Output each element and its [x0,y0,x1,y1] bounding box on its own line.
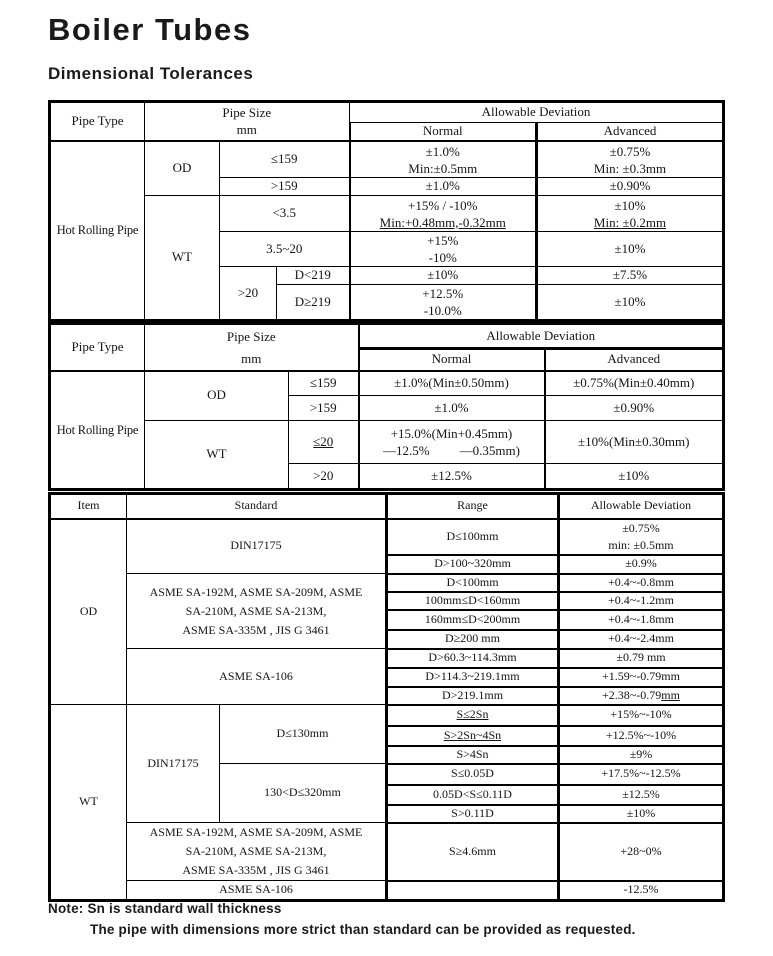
pipe-type-cell: Hot Rolling Pipe [50,371,145,490]
advanced-line2: Min: ±0.2mm [593,214,667,230]
normal-line2: -10.0% [423,303,462,319]
advanced-cell: ±10% [537,285,724,321]
wt-cell: WT [145,421,289,490]
normal-header: Normal [350,123,537,141]
pipe-size-header-line2: mm [236,122,257,138]
pipe-size-header [145,102,350,141]
range-cell: S≤2Sn [387,705,559,726]
pipe-type-header: Pipe Type [50,324,145,371]
range-cell: S>4Sn [387,746,559,764]
deviation-cell: ±0.9% [559,555,724,574]
range-cell [387,881,559,901]
deviation-cell: +0.4~-2.4mm [559,630,724,649]
advanced-cell: ±0.75%(Min±0.40mm) [545,371,724,396]
advanced-cell: ±10%(Min±0.30mm) [545,421,724,464]
normal-line2: Min:±0.5mm [408,160,478,176]
normal-line1: +15.0%(Min+0.45mm) [390,426,513,441]
deviation-cell: +12.5%~-10% [559,726,724,746]
advanced-cell [537,141,724,178]
table-row [50,141,724,178]
standard-cell [127,574,387,649]
pipe-type-cell: Hot Rolling Pipe [50,141,145,321]
sub-size-cell: D<219 [277,267,350,285]
minus-tolerance-percent: —12.5% [383,443,430,458]
normal-cell [350,285,537,321]
advanced-line2: Min: ±0.3mm [593,160,667,176]
normal-cell: ±10% [350,267,537,285]
page-title: Boiler Tubes [48,12,252,47]
table-row [50,421,724,464]
table-row [50,196,724,232]
standard-line3: ASME SA-335M , JIS G 3461 [182,622,330,637]
normal-header: Normal [359,349,545,371]
pipe-size-header [145,324,359,371]
deviation-cell: ±12.5% [559,785,724,805]
standard-header: Standard [127,494,387,519]
deviation-cell: +1.59~-0.79mm [559,668,724,687]
tolerance-table-hot-rolling-2 [48,322,725,491]
advanced-line1: ±0.75% [609,143,651,159]
normal-line2: Min:+0.48mm,-0.32mm [379,214,506,230]
standard-line2: SA-210M, ASME SA-213M, [185,844,327,858]
range-cell: D≤100mm [387,519,559,555]
deviation-header: Allowable Deviation [559,494,724,519]
standard-cell: DIN17175 [127,519,387,574]
advanced-cell: ±7.5% [537,267,724,285]
item-cell: WT [50,705,127,901]
deviation-cell: +0.4~-0.8mm [559,574,724,592]
deviation-cell: +0.4~-1.8mm [559,610,724,630]
range-cell: D<100mm [387,574,559,592]
deviation-cell: +15%~-10% [559,705,724,726]
normal-line2: -10% [428,250,457,266]
range-cell: D>100~320mm [387,555,559,574]
table-row [50,649,724,668]
range-cell: D>60.3~114.3mm [387,649,559,668]
advanced-cell: ±0.90% [545,396,724,421]
page-subtitle: Dimensional Tolerances [48,64,254,83]
od-cell: OD [145,141,220,196]
advanced-cell: ±10% [545,464,724,490]
size-cell: >159 [289,396,359,421]
table-row [50,823,724,881]
size-cell: >159 [220,178,350,196]
range-cell: D>114.3~219.1mm [387,668,559,687]
pipe-size-header-line2: mm [241,351,262,367]
allowable-deviation-header: Allowable Deviation [359,324,724,349]
range-cell: S≤0.05D [387,764,559,785]
table-row [50,494,724,519]
table-row [50,881,724,901]
size-cell: 3.5~20 [220,232,350,267]
size-cell: ≤159 [220,141,350,178]
deviation-cell: -12.5% [559,881,724,901]
size-cell: ≤20 [289,421,359,464]
normal-cell [359,421,545,464]
table-row [50,324,724,349]
normal-cell: ±1.0% [350,178,537,196]
size-cell: >20 [220,267,277,321]
table-row [50,519,724,555]
advanced-cell [537,196,724,232]
advanced-header: Advanced [545,349,724,371]
deviation-cell: +0.4~-1.2mm [559,592,724,610]
standard-cell: ASME SA-106 [127,649,387,705]
range-header: Range [387,494,559,519]
deviation-cell [559,519,724,555]
normal-cell: ±1.0%(Min±0.50mm) [359,371,545,396]
table-row [50,371,724,396]
standard-cell [127,823,387,881]
normal-cell [350,232,537,267]
table-row [50,102,724,123]
deviation-cell: ±9% [559,746,724,764]
od-cell: OD [145,371,289,421]
standard-line1: ASME SA-192M, ASME SA-209M, ASME [149,584,363,599]
note-line2: The pipe with dimensions more strict than standard can be provided as requested. [90,922,636,937]
deviation-cell: ±0.79 mm [559,649,724,668]
normal-cell: ±12.5% [359,464,545,490]
size-cell: >20 [289,464,359,490]
range-cell: S≥4.6mm [387,823,559,881]
standard-line1: ASME SA-192M, ASME SA-209M, ASME [149,825,363,839]
deviation-value: +2.38~-0.79 [602,687,662,702]
range-cell: S>0.11D [387,805,559,823]
range-cell: D≥200 mm [387,630,559,649]
pipe-size-header-line1: Pipe Size [226,329,276,345]
standard-cell: DIN17175 [127,705,220,823]
deviation-line1: ±0.75% [622,520,660,535]
normal-line1: ±1.0% [425,143,460,159]
table-row [50,705,724,726]
deviation-cell: +17.5%~-12.5% [559,764,724,785]
normal-line1: +15% [427,233,459,249]
standard-cell: ASME SA-106 [127,881,387,901]
range-cell: S>2Sn~4Sn [387,726,559,746]
tolerance-table-hot-rolling-1 [48,100,725,322]
size-cell: <3.5 [220,196,350,232]
deviation-cell [559,687,724,705]
normal-line1: +12.5% [422,286,464,302]
advanced-line1: ±10% [614,197,646,213]
advanced-cell: ±10% [537,232,724,267]
sub-size-cell: D≥219 [277,285,350,321]
item-cell: OD [50,519,127,705]
normal-cell: ±1.0% [359,396,545,421]
deviation-cell: +28~0% [559,823,724,881]
footnotes [48,901,636,937]
range-cell: D>219.1mm [387,687,559,705]
minus-tolerance-mm: —0.35mm) [459,443,520,458]
sub-range-cell: D≤130mm [220,705,387,764]
deviation-line2: min: ±0.5mm [608,537,674,552]
allowable-deviation-header: Allowable Deviation [350,102,724,123]
range-cell: 0.05D<S≤0.11D [387,785,559,805]
wt-cell: WT [145,196,220,321]
deviation-unit: mm [661,687,680,702]
pipe-type-header: Pipe Type [50,102,145,141]
normal-cell [350,196,537,232]
standard-line2: SA-210M, ASME SA-213M, [185,603,327,618]
range-cell: 160mm≤D<200mm [387,610,559,630]
advanced-header: Advanced [537,123,724,141]
pipe-size-header-line1: Pipe Size [222,105,272,121]
normal-cell [350,141,537,178]
tolerance-table-standards [48,492,725,902]
table-row [50,574,724,592]
size-cell: ≤159 [289,371,359,396]
advanced-cell: ±0.90% [537,178,724,196]
normal-line1: +15% / -10% [408,197,478,213]
normal-line2 [360,442,544,459]
sub-range-cell: 130<D≤320mm [220,764,387,823]
note-line1: Note: Sn is standard wall thickness [48,901,282,916]
standard-line3: ASME SA-335M , JIS G 3461 [182,863,330,877]
item-header: Item [50,494,127,519]
range-cell: 100mm≤D<160mm [387,592,559,610]
deviation-cell: ±10% [559,805,724,823]
